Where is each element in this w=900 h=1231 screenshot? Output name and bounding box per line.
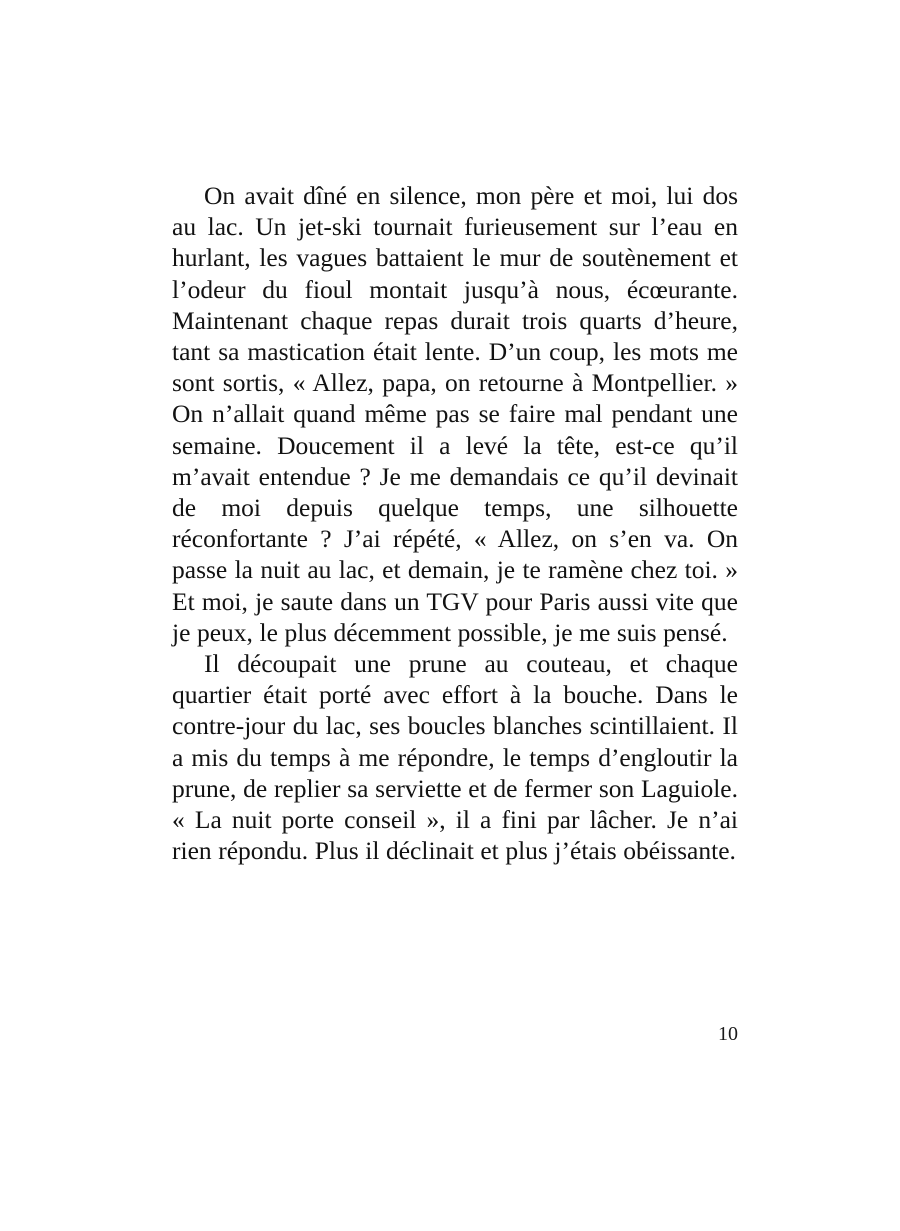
paragraph: On avait dîné en silence, mon père et moi, lui dos au lac. Un jet-ski tournait furieusement sur l’eau en hurlant, les vagues battaient le mur de soutènement et l’odeur du fioul montait jusqu’à nous, écœurante. Maintenant chaque repas durait trois quarts d’heure, tant sa mastication était lente. D’un coup, les mots me sont sortis, « Allez, papa, on retourne à Montpellier. » On n’allait quand même pas se faire mal pendant une semaine. Doucement il a levé la tête, est-ce qu’il m’avait entendue ? Je me demandais ce qu’il devinait de moi depuis quelque temps, une silhouette réconfortante ? J’ai répété, « Allez, on s’en va. On passe la nuit au lac, et demain, je te ramène chez toi. » Et moi, je saute dans un TGV pour Paris aussi vite que je peux, le plus décemment possible, je me suis pensé.	[172, 181, 738, 647]
paragraph: Il découpait une prune au couteau, et chaque quartier était porté avec effort à la bouche. Dans le contre-jour du lac, ses boucles blanches scintillaient. Il a mis du temps à me répondre, le temps d’engloutir la prune, de replier sa serviette et de fermer son Laguiole. « La nuit porte conseil », il a fini par lâcher. Je n’ai rien répondu. Plus il déclinait et plus j’étais obéissante.	[172, 649, 738, 866]
page-number: 10	[718, 1023, 738, 1045]
page-text-block	[172, 180, 738, 866]
